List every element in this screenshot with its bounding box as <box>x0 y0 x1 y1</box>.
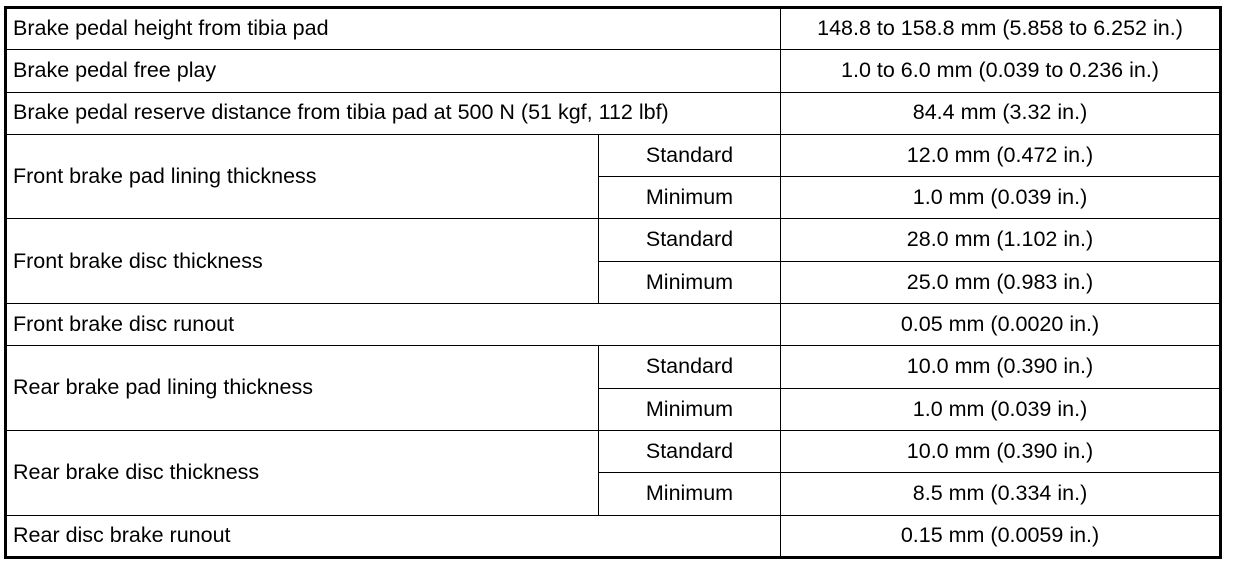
item-label: Brake pedal reserve distance from tibia pad at 500 N (51 kgf, 112 lbf) <box>6 92 781 134</box>
table-row <box>6 346 1221 388</box>
table-row <box>6 515 1221 557</box>
table-row <box>6 134 1221 176</box>
spec-value: 10.0 mm (0.390 in.) <box>781 346 1221 388</box>
spec-value: 8.5 mm (0.334 in.) <box>781 473 1221 515</box>
condition-label: Minimum <box>599 388 781 430</box>
table-row <box>6 304 1221 346</box>
condition-label: Standard <box>599 134 781 176</box>
spec-value: 148.8 to 158.8 mm (5.858 to 6.252 in.) <box>781 8 1221 50</box>
condition-label: Standard <box>599 219 781 261</box>
condition-label: Standard <box>599 346 781 388</box>
condition-label: Minimum <box>599 177 781 219</box>
spec-value: 1.0 mm (0.039 in.) <box>781 177 1221 219</box>
item-label: Brake pedal free play <box>6 50 781 92</box>
condition-label: Minimum <box>599 261 781 303</box>
spec-value: 0.05 mm (0.0020 in.) <box>781 304 1221 346</box>
item-label: Front brake disc thickness <box>6 219 599 304</box>
table-row <box>6 8 1221 50</box>
item-label: Front brake disc runout <box>6 304 781 346</box>
table-row <box>6 219 1221 261</box>
item-label: Brake pedal height from tibia pad <box>6 8 781 50</box>
spec-value: 12.0 mm (0.472 in.) <box>781 134 1221 176</box>
item-label: Rear brake pad lining thickness <box>6 346 599 431</box>
spec-value: 28.0 mm (1.102 in.) <box>781 219 1221 261</box>
table-row <box>6 430 1221 472</box>
brake-specification-table <box>4 6 1222 559</box>
condition-label: Standard <box>599 430 781 472</box>
spec-value: 1.0 to 6.0 mm (0.039 to 0.236 in.) <box>781 50 1221 92</box>
spec-value: 1.0 mm (0.039 in.) <box>781 388 1221 430</box>
spec-value: 0.15 mm (0.0059 in.) <box>781 515 1221 557</box>
item-label: Rear disc brake runout <box>6 515 781 557</box>
condition-label: Minimum <box>599 473 781 515</box>
item-label: Rear brake disc thickness <box>6 430 599 515</box>
spec-value: 10.0 mm (0.390 in.) <box>781 430 1221 472</box>
table-row <box>6 92 1221 134</box>
item-label: Front brake pad lining thickness <box>6 134 599 219</box>
spec-value: 84.4 mm (3.32 in.) <box>781 92 1221 134</box>
spec-value: 25.0 mm (0.983 in.) <box>781 261 1221 303</box>
table-row <box>6 50 1221 92</box>
